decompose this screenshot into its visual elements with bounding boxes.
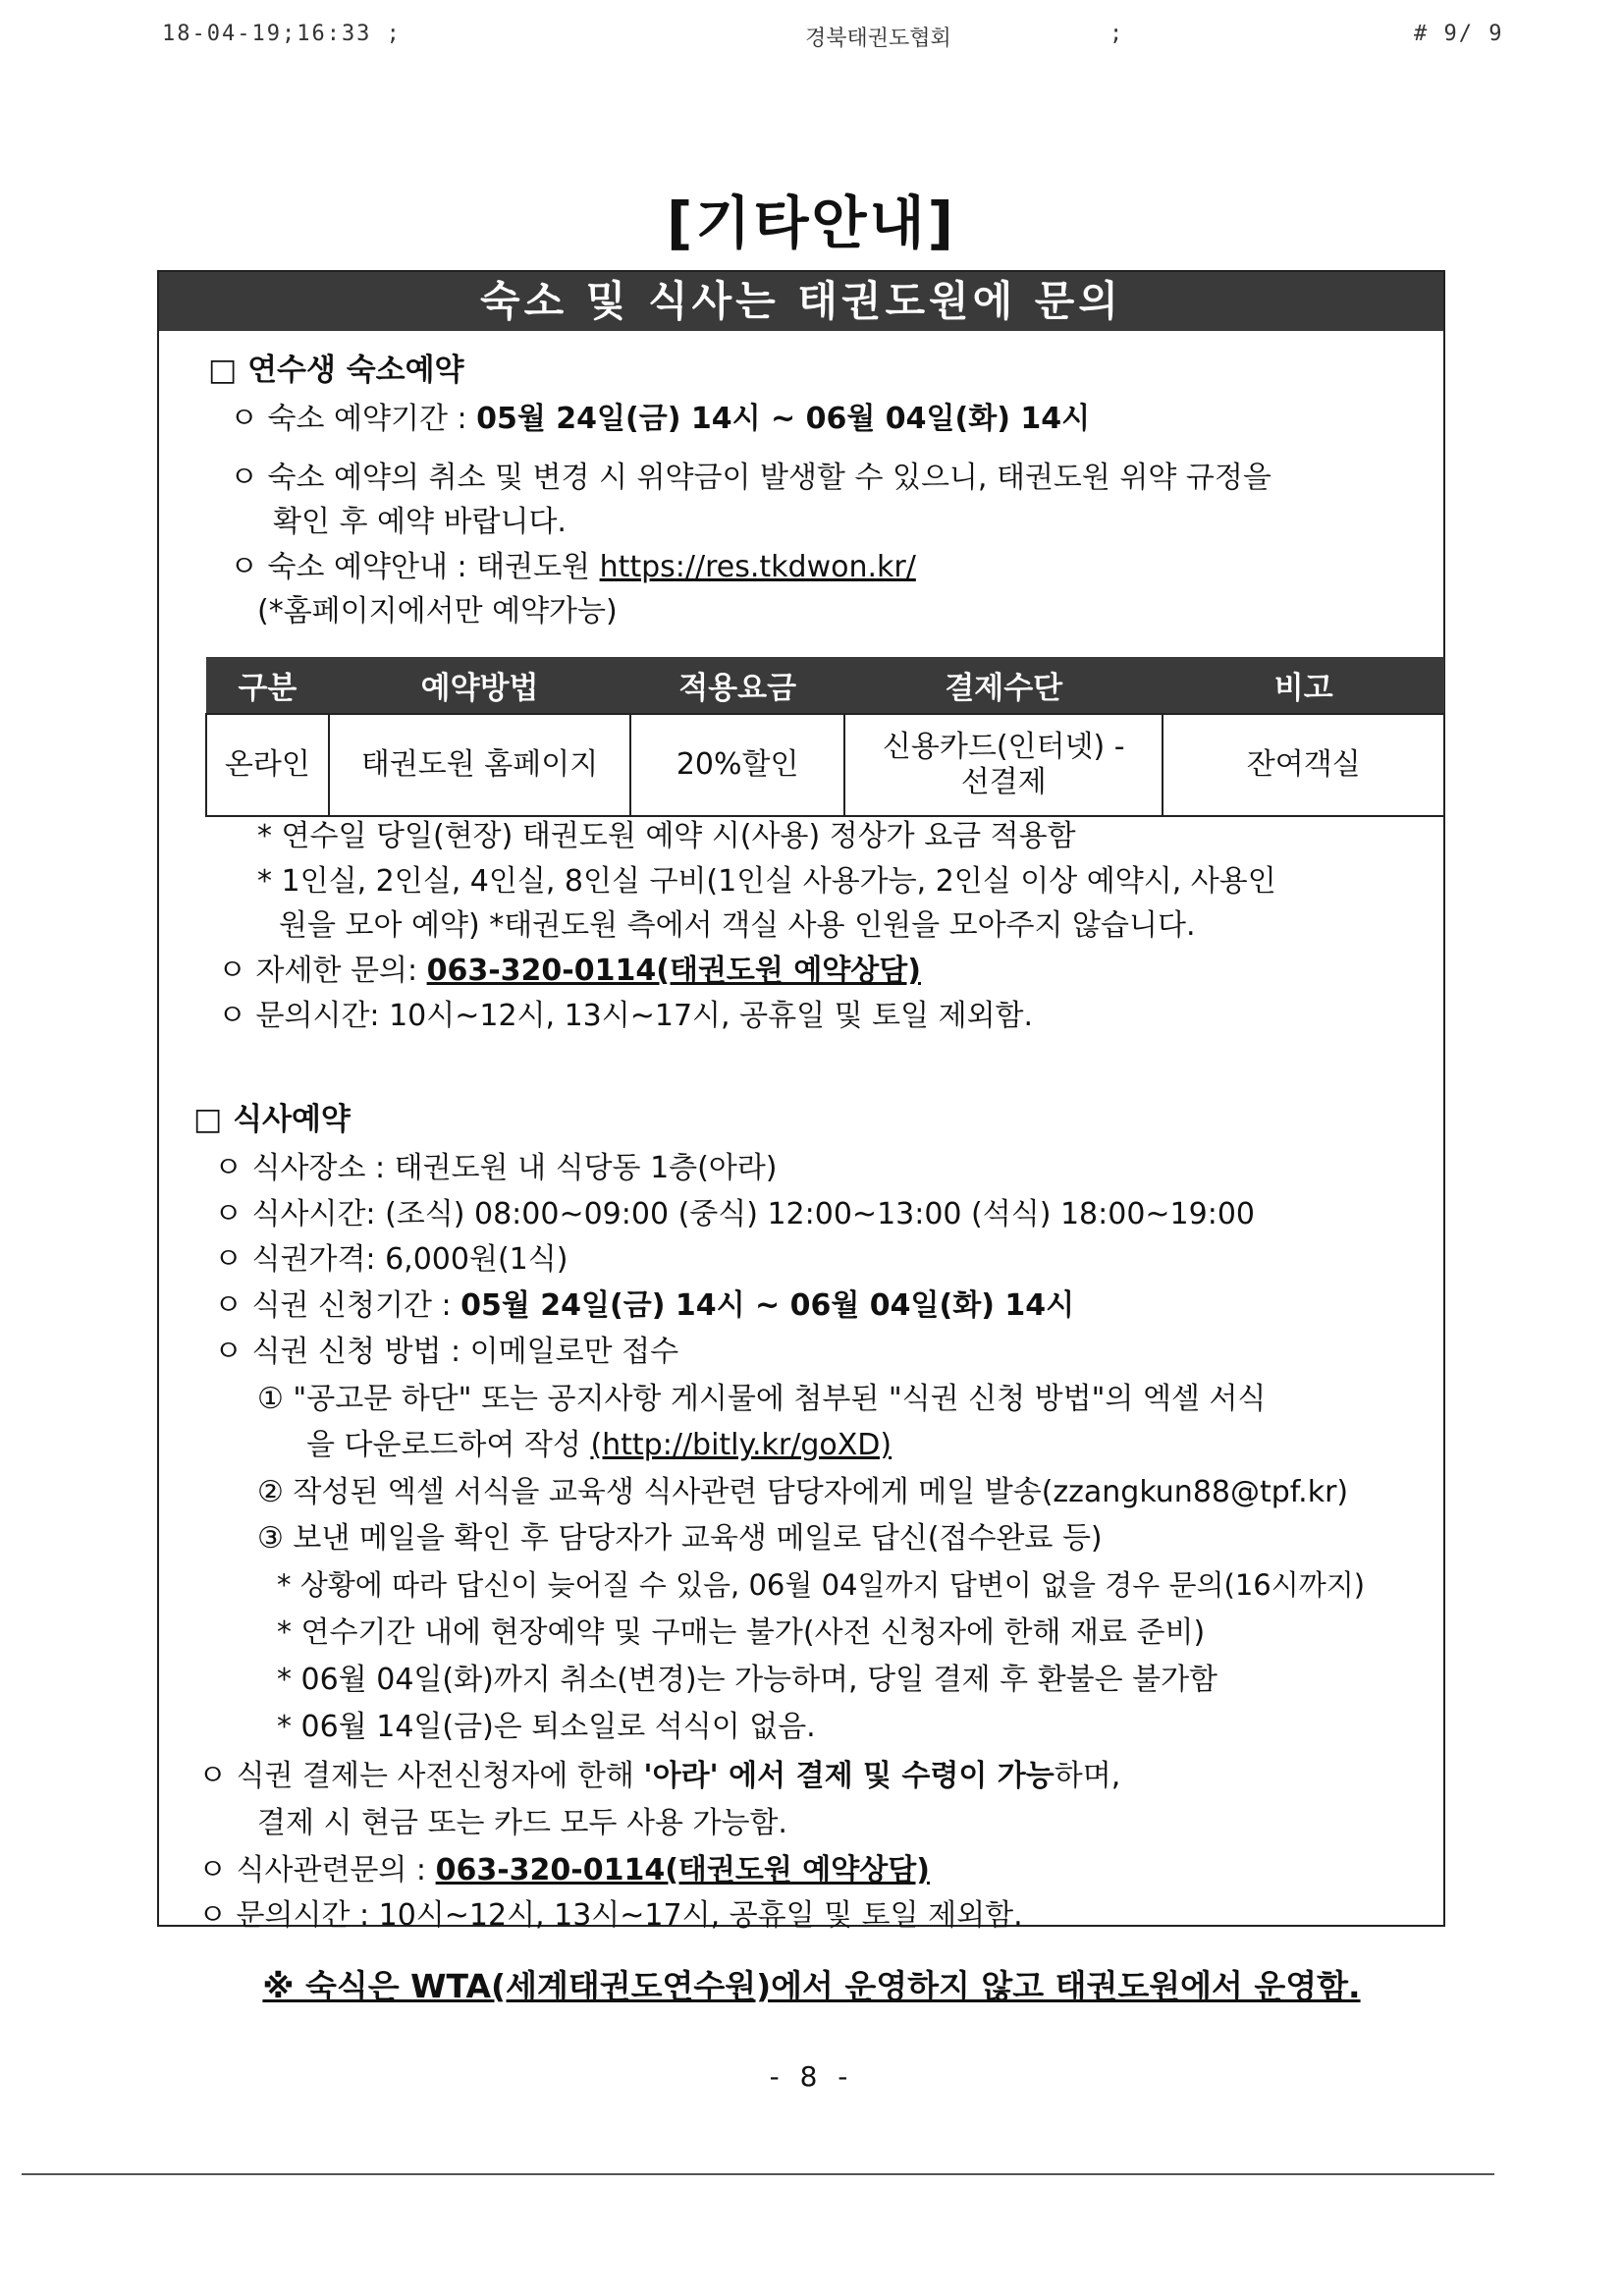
table-header-cell: 구분: [206, 657, 329, 714]
lodging-period-label: ㅇ 숙소 예약기간 :: [230, 402, 477, 436]
table-cell: 잔여객실: [1163, 714, 1444, 816]
meal-hours: ㅇ 문의시간 : 10시~12시, 13시~17시, 공휴일 및 토일 제외함.: [198, 1898, 1023, 1933]
meal-contact: [198, 1853, 930, 1888]
payment-line2: 선결제: [960, 765, 1047, 799]
lodging-contact: [218, 954, 921, 989]
table-header-cell: 비고: [1163, 657, 1444, 714]
footer-note: ※ 숙식은 WTA(세계태권도연수원)에서 운영하지 않고 태권도원에서 운영함.: [262, 1967, 1361, 2005]
payment-line1: 신용카드(인터넷) -: [882, 730, 1125, 764]
table-cell: 온라인: [206, 714, 329, 816]
fax-page-counter: # 9/ 9: [1414, 22, 1504, 46]
lodging-cancel-line1: ㅇ 숙소 예약의 취소 및 변경 시 위약금이 발생할 수 있으니, 태권도원 위약 규정을: [230, 461, 1271, 495]
meal-step2: ② 작성된 엑셀 서식을 교육생 식사관련 담당자에게 메일 발송(zzangkun88@tpf.kr): [257, 1475, 1349, 1509]
meal-apply-value: 05월 24일(금) 14시 ~ 06월 04일(화) 14시: [460, 1288, 1075, 1323]
meal-pay-emphasis: '아라' 에서 결제 및 수령이 가능: [643, 1759, 1055, 1793]
meal-step1-line1: ① "공고문 하단" 또는 공지사항 게시물에 첨부된 "식권 신청 방법"의 엑셀 서식: [257, 1382, 1267, 1416]
fax-sender: 경북태권도협회: [805, 27, 951, 51]
lodging-note-1: * 연수일 당일(현장) 태권도원 예약 시(사용) 정상가 요금 적용함: [257, 819, 1076, 853]
lodging-contact-label: ㅇ 자세한 문의:: [218, 954, 427, 988]
lodging-note-2-line1: * 1인실, 2인실, 4인실, 8인실 구비(1인실 사용가능, 2인실 이상 예약시, 사용인: [257, 864, 1276, 899]
meal-time: ㅇ 식사시간: (조식) 08:00~09:00 (중식) 12:00~13:00 (석식) 18:00~19:00: [214, 1197, 1256, 1231]
meal-payment-line2: 결제 시 현금 또는 카드 모두 사용 가능함.: [257, 1806, 787, 1840]
table-header-cell: 적용요금: [630, 657, 844, 714]
meal-note-b: * 연수기간 내에 현장예약 및 구매는 불가(사전 신청자에 한해 재료 준비): [277, 1615, 1206, 1650]
meal-contact-label: ㅇ 식사관련문의 :: [198, 1853, 436, 1887]
fax-separator: ;: [1109, 22, 1125, 46]
fax-timestamp: 18-04-19;16:33 ;: [162, 22, 402, 46]
lodging-url-link[interactable]: https://res.tkdwon.kr/: [599, 550, 916, 584]
page-number: - 8 -: [769, 2060, 854, 2093]
meal-step3: ③ 보낸 메일을 확인 후 담당자가 교육생 메일로 답신(접수완료 등): [257, 1521, 1103, 1556]
meal-apply-period: [214, 1288, 1074, 1324]
meal-note-d: * 06월 14일(금)은 퇴소일로 석식이 없음.: [277, 1710, 816, 1744]
meal-form-link[interactable]: (http://bitly.kr/goXD): [590, 1428, 893, 1462]
meal-note-c: * 06월 04일(화)까지 취소(변경)는 가능하며, 당일 결제 후 환불은 불가함: [277, 1663, 1218, 1697]
table-cell: 태권도원 홈페이지: [329, 714, 630, 816]
lodging-guide-label: ㅇ 숙소 예약안내 : 태권도원: [230, 550, 600, 584]
lodging-guide-note: (*홈페이지에서만 예약가능): [257, 594, 618, 629]
lodging-period: [230, 402, 1090, 437]
lodging-guide: [230, 550, 916, 585]
banner-heading: 숙소 및 식사는 태권도원에 문의: [159, 272, 1443, 331]
table-row: [206, 714, 1444, 816]
table-cell: [844, 714, 1163, 816]
bottom-rule: [22, 2173, 1494, 2175]
meal-apply-label: ㅇ 식권 신청기간 :: [214, 1288, 461, 1323]
meal-step1-text: 을 다운로드하여 작성: [306, 1428, 591, 1462]
lodging-note-2-line2: 원을 모아 예약) *태권도원 측에서 객실 사용 인원을 모아주지 않습니다.: [279, 908, 1196, 943]
reservation-table: [205, 657, 1445, 817]
table-header-cell: 결제수단: [844, 657, 1163, 714]
meal-heading: □ 식사예약: [193, 1102, 351, 1137]
page-title: [기타안내]: [666, 190, 957, 256]
table-header-cell: 예약방법: [329, 657, 630, 714]
lodging-period-value: 05월 24일(금) 14시 ~ 06월 04일(화) 14시: [476, 402, 1091, 436]
lodging-hours: ㅇ 문의시간: 10시~12시, 13시~17시, 공휴일 및 토일 제외함.: [218, 999, 1034, 1033]
table-cell: 20%할인: [630, 714, 844, 816]
info-box: [157, 270, 1445, 1933]
meal-pay-suffix: 하며,: [1054, 1759, 1121, 1793]
lodging-heading: □ 연수생 숙소예약: [208, 353, 464, 388]
table-header-row: [206, 657, 1444, 714]
meal-note-a: * 상황에 따라 답신이 늦어질 수 있음, 06월 04일까지 답변이 없을 경우 문의(16시까지): [277, 1568, 1366, 1602]
lodging-contact-phone: 063-320-0114(태권도원 예약상담): [426, 954, 921, 988]
meal-contact-phone: 063-320-0114(태권도원 예약상담): [435, 1853, 930, 1887]
meal-payment-line1: [198, 1759, 1120, 1794]
meal-step1-line2: [306, 1428, 892, 1463]
meal-place: ㅇ 식사장소 : 태권도원 내 식당동 1층(아라): [214, 1151, 778, 1185]
meal-price: ㅇ 식권가격: 6,000원(1식): [214, 1242, 568, 1277]
meal-pay-label: ㅇ 식권 결제는 사전신청자에 한해: [198, 1759, 644, 1793]
meal-method: ㅇ 식권 신청 방법 : 이메일로만 접수: [214, 1335, 679, 1369]
lodging-cancel-line2: 확인 후 예약 바랍니다.: [273, 505, 567, 539]
